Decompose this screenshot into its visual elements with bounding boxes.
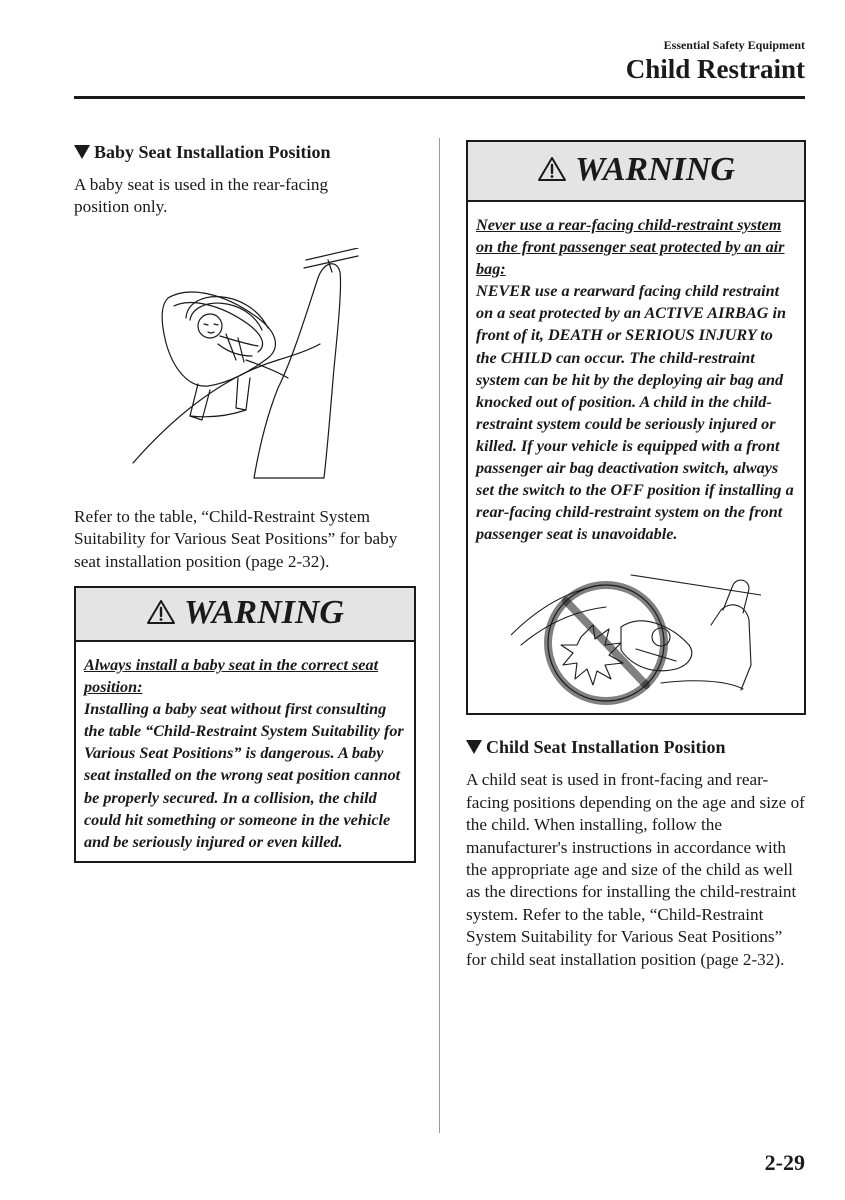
warning-box-baby-seat — [74, 586, 416, 863]
warning-triangle-icon — [146, 590, 176, 640]
section-heading-text: Baby Seat Installation Position — [94, 142, 331, 162]
section-heading-child-seat — [466, 735, 806, 759]
left-column — [74, 140, 416, 851]
triangle-down-icon — [74, 145, 90, 159]
column-divider — [439, 138, 440, 1133]
warning-triangle-icon — [537, 144, 567, 200]
page-title: Child Restraint — [625, 54, 805, 84]
baby-seat-reference: Refer to the table, “Child-Restraint System Suitability for Various Seat Positions” for baby seat installation position (page 2-32). — [74, 507, 398, 571]
warning-text: NEVER use a rearward facing child restraint on a seat protected by an ACTIVE AIRBAG in front of it, DEATH or SERIOUS INJURY to the CHILD can occur. The child-restraint system can be hit by the deploying air bag and knocked out of position. A child in the child-restraint system could be seriously injured or killed. If your vehicle is equipped with a front passenger air bag deactivation switch, always set the switch to the OFF position if installing a rear-facing child-restraint system on the front passenger seat is unavoidable. — [476, 282, 794, 544]
warning-body — [76, 642, 414, 861]
warning-lead: Always install a baby seat in the correct seat position: — [84, 656, 379, 697]
warning-header — [468, 142, 804, 202]
header-section-label: Essential Safety Equipment — [663, 38, 805, 52]
page-number: 2-29 — [764, 1150, 805, 1175]
triangle-down-icon — [466, 740, 482, 754]
section-heading-baby-seat — [74, 140, 416, 164]
warning-header — [76, 588, 414, 642]
warning-title: WARNING — [575, 151, 735, 188]
warning-body — [468, 202, 804, 713]
warning-title: WARNING — [184, 594, 344, 631]
baby-seat-illustration — [128, 248, 368, 493]
warning-lead: Never use a rear-facing child-restraint system on the front passenger seat protected by an air bag: — [476, 216, 785, 279]
baby-seat-intro: A baby seat is used in the rear-facing position only. — [74, 175, 329, 217]
warning-text: Installing a baby seat without first consulting the table “Child-Restraint System Suitability for Various Seat Positions” is dangerous. A baby seat installed on the wrong seat position cannot be properly secured. In a collision, the child could hit something or someone in the vehicle and be seriously injured or even killed. — [84, 700, 404, 851]
right-column — [466, 140, 806, 971]
section-heading-text: Child Seat Installation Position — [486, 737, 726, 758]
warning-box-front-passenger — [466, 140, 806, 715]
header-rule — [74, 96, 805, 99]
child-seat-body: A child seat is used in front-facing and rear-facing positions depending on the age and size of the child. When installing, follow the manufacturer's instructions in accordance with the appropriate age and size of the child as well as the directions for installing the child-restraint system. Refer to the table, “Child-Restraint System Suitability for Various Seat Positions” for child seat installation position (page 2-32). — [466, 770, 805, 969]
no-rear-facing-airbag-illustration — [511, 565, 761, 705]
